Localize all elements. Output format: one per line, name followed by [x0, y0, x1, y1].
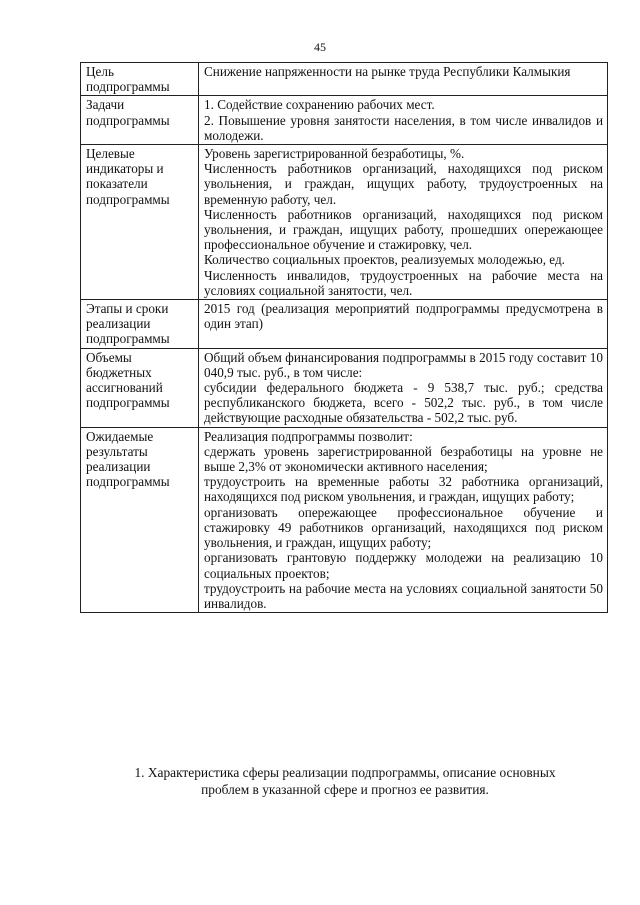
value-line: Общий объем финансирования подпрограммы в 2015 году составит 10 040,9 тыс. руб., в том числе:: [204, 349, 603, 380]
section-heading-line: 1. Характеристика сферы реализации подпрограммы, описание основных: [134, 765, 556, 780]
value-line: Снижение напряженности на рынке труда Республики Калмыкия: [204, 64, 571, 79]
table-row: [81, 145, 608, 300]
value-line: субсидии федерального бюджета - 9 538,7 тыс. руб.; средства республиканского бюджета, всего - 502,2 тыс. руб., в том числе действующие расходные обязательства - 502,2 тыс. руб.: [204, 380, 603, 426]
value-line: 2. Повышение уровня занятости населения, в том числе инвалидов и молодежи.: [204, 112, 603, 143]
value-line: организовать опережающее профессиональное обучение и стажировку 49 работников организаций, находящихся под риском увольнения, и граждан, ищущих работу;: [204, 504, 603, 551]
value-line: Численность инвалидов, трудоустроенных на рабочие места на условиях социальной занятости, чел.: [204, 267, 603, 298]
page-number: 45: [314, 40, 326, 54]
table-row: [81, 348, 608, 427]
row-value: [199, 63, 608, 96]
section-heading-line: проблем в указанной сфере и прогноз ее развития.: [201, 782, 489, 797]
row-label: Цель подпрограммы: [81, 63, 199, 96]
table-row: [81, 300, 608, 349]
row-value: [199, 300, 608, 349]
row-label: Задачи подпрограммы: [81, 96, 199, 145]
value-line: 2015 год (реализация мероприятий подпрограммы предусмотрена в один этап): [204, 301, 603, 332]
value-line: 1. Содействие сохранению рабочих мест.: [204, 97, 435, 113]
table-row: [81, 96, 608, 145]
value-line: Количество социальных проектов, реализуемых молодежью, ед.: [204, 252, 565, 268]
row-label: Ожидаемые результаты реализации подпрограммы: [81, 427, 199, 612]
row-label: Объемы бюджетных ассигнований подпрограммы: [81, 348, 199, 427]
section-heading: [90, 764, 600, 798]
subprogram-passport-table: [80, 62, 608, 613]
row-label: Этапы и сроки реализации подпрограммы: [81, 300, 199, 349]
table-row: [81, 427, 608, 612]
value-line: Численность работников организаций, находящихся под риском увольнения, и граждан, ищущих работу, трудоустроенных на временную работу, чел.: [204, 161, 603, 207]
value-line: Уровень зарегистрированной безработицы, %.: [204, 146, 465, 162]
row-value: [199, 348, 608, 427]
value-line: трудоустроить на временные работы 32 работника организаций, находящихся под риском увольнения, и граждан, ищущих работу;: [204, 474, 603, 505]
value-line: организовать грантовую поддержку молодежи на реализацию 10 социальных проектов;: [204, 550, 603, 581]
value-line: Реализация подпрограммы позволит:: [204, 428, 413, 444]
value-line: трудоустроить на рабочие места на условиях социальной занятости 50 инвалидов.: [204, 580, 603, 611]
row-value: [199, 145, 608, 300]
value-line: Численность работников организаций, находящихся под риском увольнения, и граждан, ищущих работу, прошедших опережающее профессиональное обучение и стажировку, чел.: [204, 206, 603, 253]
row-value: [199, 427, 608, 612]
table-row: [81, 63, 608, 96]
row-value: [199, 96, 608, 145]
value-line: сдержать уровень зарегистрированной безработицы на уровне не выше 2,3% от экономически активного населения;: [204, 443, 603, 475]
row-label: Целевые индикаторы и показатели подпрограммы: [81, 145, 199, 300]
